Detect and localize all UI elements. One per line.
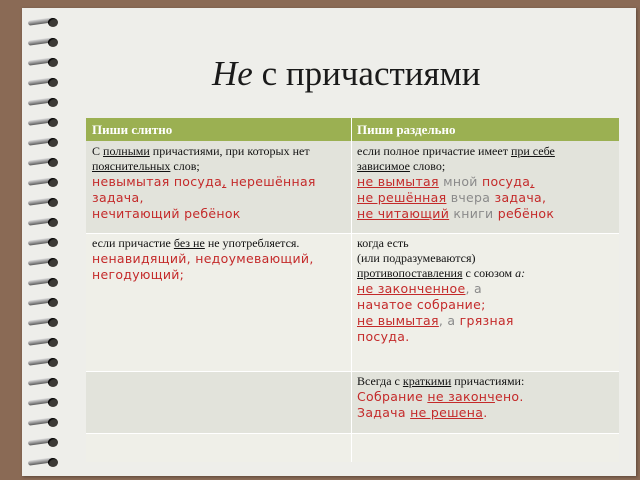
cell-fused-full-participles: С полными причастиями, при которых нет пояснительных слов; невымытая посуда, нерешённая задача, нечитающий ребёнок (86, 141, 351, 233)
spiral-ring-icon (28, 378, 58, 387)
header-separate: Пиши раздельно (351, 118, 619, 141)
spiral-ring-icon (28, 358, 58, 367)
spiral-ring-icon (28, 458, 58, 467)
spiral-ring-icon (28, 58, 58, 67)
spiral-ring-icon (28, 438, 58, 447)
column-divider (351, 118, 352, 462)
page-title: Не с причастиями (212, 54, 481, 93)
header-fused: Пиши слитно (86, 118, 351, 141)
spiral-ring-icon (28, 398, 58, 407)
rules-table (86, 118, 619, 462)
cell-separate-empty-bottom (351, 433, 619, 462)
spiral-ring-icon (28, 198, 58, 207)
spiral-ring-icon (28, 98, 58, 107)
row-divider (86, 233, 619, 234)
spiral-ring-icon (28, 338, 58, 347)
notebook-page (22, 8, 636, 476)
spiral-ring-icon (28, 238, 58, 247)
spiral-ring-icon (28, 118, 58, 127)
spiral-ring-icon (28, 158, 58, 167)
row-divider (86, 433, 619, 434)
cell-fused-empty-bottom (86, 433, 351, 462)
spiral-ring-icon (28, 418, 58, 427)
cell-fused-empty (86, 371, 351, 433)
spiral-ring-icon (28, 258, 58, 267)
spiral-ring-icon (28, 38, 58, 47)
spiral-ring-icon (28, 218, 58, 227)
spiral-ring-icon (28, 278, 58, 287)
cell-fused-no-without-ne: если причастие без не не употребляется. ненавидящий, недоумевающий, негодующий; (86, 233, 351, 371)
cell-separate-short-participles: Всегда с краткими причастиями: Собрание не закончено. Задача не решена. (351, 371, 619, 433)
spiral-ring-icon (28, 318, 58, 327)
cell-separate-dependent-word: если полное причастие имеет при себе зависимое слово; не вымытая мной посуда, не решённая вчера задача, не читающий книги ребёнок (351, 141, 619, 233)
spiral-ring-icon (28, 178, 58, 187)
row-divider (86, 371, 619, 372)
spiral-ring-icon (28, 138, 58, 147)
spiral-ring-icon (28, 18, 58, 27)
spiral-ring-icon (28, 78, 58, 87)
spiral-ring-icon (28, 298, 58, 307)
cell-separate-contrast: когда есть (или подразумеваются) противопоставления с союзом а: не законченное, а начатое собрание; не вымытая, а грязная посуда. (351, 233, 619, 371)
